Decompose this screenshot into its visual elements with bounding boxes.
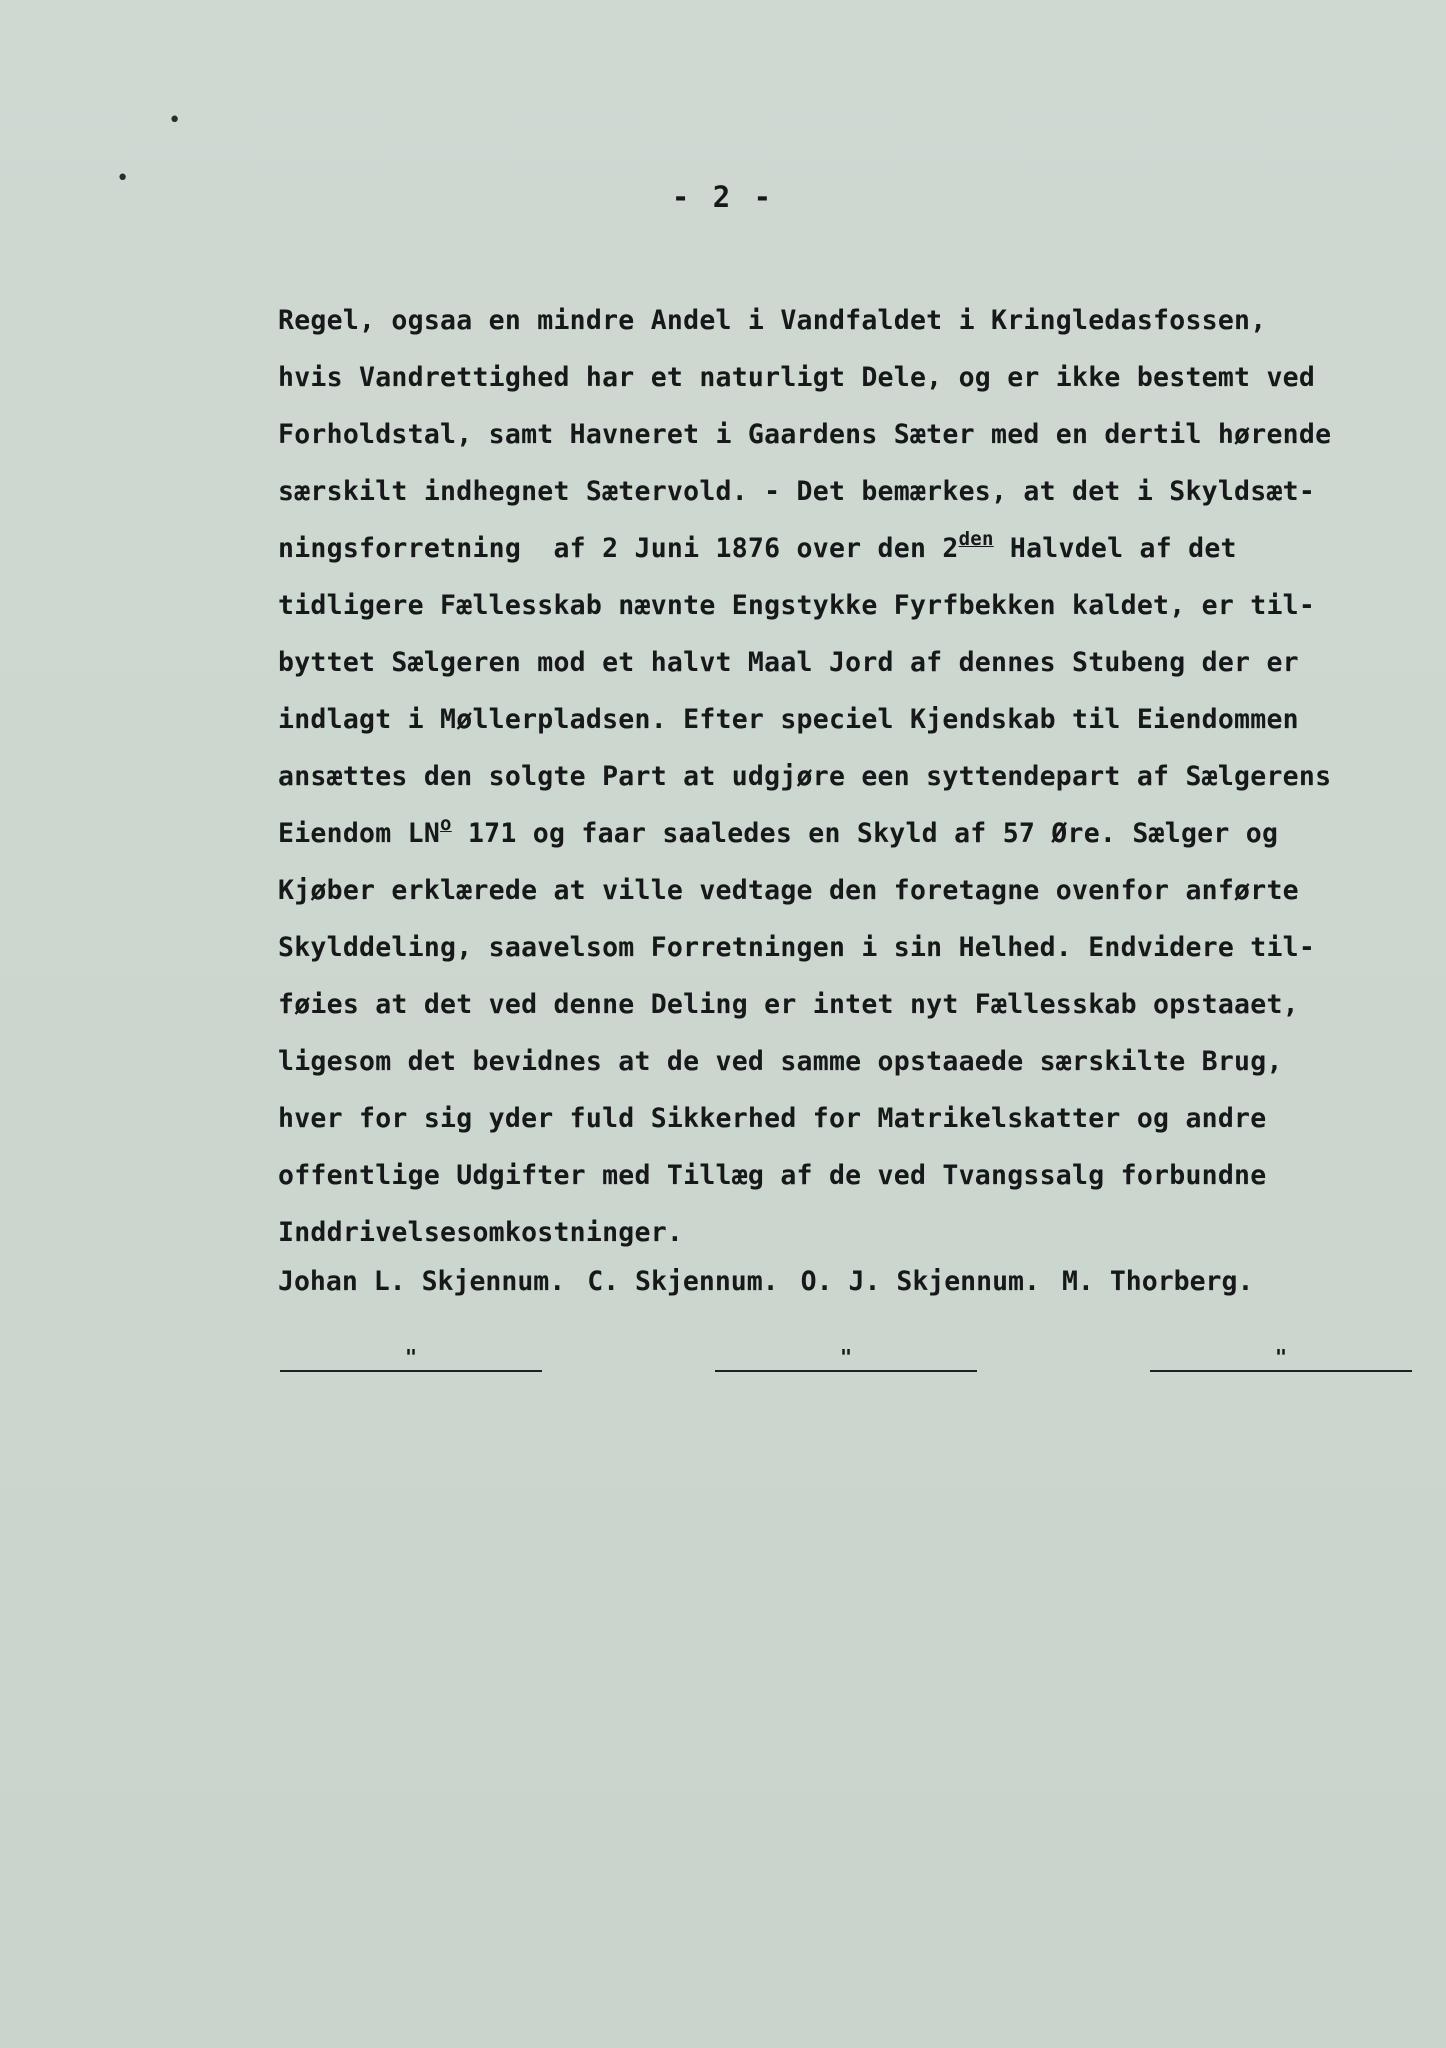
text-segment: 171 og faar saaledes en Skyld af 57 Øre. Sælger og <box>451 818 1279 849</box>
signature-name: Johan L. Skjennum. <box>278 1266 566 1297</box>
signature-row <box>278 1253 1275 1310</box>
text-line: indlagt i Møllerpladsen. Efter speciel Kjendskab til Eiendommen <box>278 704 1299 735</box>
page-number: - 2 - <box>671 180 775 214</box>
ink-speck: • <box>116 166 130 191</box>
text-line: Kjøber erklærede at ville vedtage den foretagne ovenfor anførte <box>278 875 1299 906</box>
text-line: særskilt indhegnet Sætervold. - Det bemærkes, at det i Skyldsæt- <box>278 476 1316 507</box>
text-segment: Eiendom LN <box>278 818 441 849</box>
text-line: Regel, ogsaa en mindre Andel i Vandfaldet i Kringledasfossen, <box>278 305 1267 336</box>
text-line: Skylddeling, saavelsom Forretningen i sin Helhed. Endvidere til- <box>278 932 1316 963</box>
signature-name: C. Skjennum. <box>587 1266 779 1297</box>
ditto-line <box>1150 1345 1412 1372</box>
ink-speck: • <box>168 108 182 133</box>
superscript: o <box>440 813 452 835</box>
ditto-mark: " <box>404 1345 418 1369</box>
ditto-mark: " <box>1274 1345 1288 1369</box>
text-segment: ningsforretning af 2 Juni 1876 over den 2 <box>278 533 959 564</box>
text-line: hver for sig yder fuld Sikkerhed for Matrikelskatter og andre <box>278 1103 1267 1134</box>
signature-name: O. J. Skjennum. <box>800 1266 1040 1297</box>
text-segment: Halvdel af det <box>993 533 1237 564</box>
ditto-line <box>280 1345 542 1372</box>
text-line <box>278 805 1418 862</box>
text-line: ansættes den solgte Part at udgjøre een syttendepart af Sælgerens <box>278 761 1332 792</box>
text-line: føies at det ved denne Deling er intet nyt Fællesskab opstaaet, <box>278 989 1299 1020</box>
text-line: hvis Vandrettighed har et naturligt Dele, og er ikke bestemt ved <box>278 362 1316 393</box>
text-line: byttet Sælgeren mod et halvt Maal Jord af dennes Stubeng der er <box>278 647 1299 678</box>
text-line <box>278 520 1418 577</box>
superscript: den <box>958 528 994 550</box>
text-line: tidligere Fællesskab nævnte Engstykke Fyrfbekken kaldet, er til- <box>278 590 1316 621</box>
text-line: ligesom det bevidnes at de ved samme opstaaede særskilte Brug, <box>278 1046 1283 1077</box>
ditto-line <box>715 1345 977 1372</box>
text-line: Forholdstal, samt Havneret i Gaardens Sæter med en dertil hørende <box>278 419 1332 450</box>
body-text <box>278 292 1418 1261</box>
text-line: offentlige Udgifter med Tillæg af de ved Tvangssalg forbundne <box>278 1160 1267 1191</box>
ditto-mark: " <box>839 1345 853 1369</box>
text-line: Inddrivelsesomkostninger. <box>278 1217 684 1248</box>
signature-name: M. Thorberg. <box>1061 1266 1254 1297</box>
